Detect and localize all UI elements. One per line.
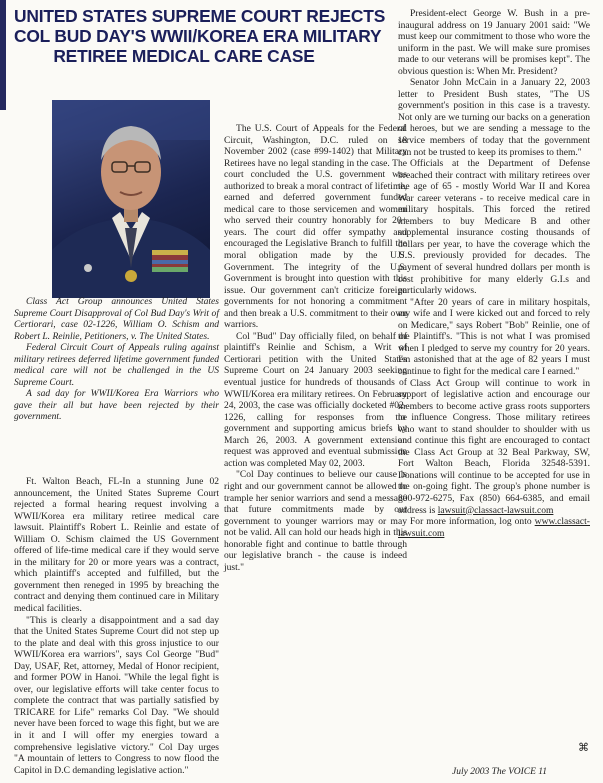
caption-paragraph: Federal Circuit Court of Appeals ruling against military retirees deferred lifetime government funded medical care will not be challenged in the US Supreme Court. [14,342,219,388]
article-column-2 [224,123,407,573]
article-paragraph: Ft. Walton Beach, FL-In a stunning June 02 announcement, the United States Supreme Court rejected a formal hearing request involving a WWII/Korea era military retiree medical care lawsuit. Plaintiff's Robert L. Reinlie and estate of William O. Schism claimed the US Government offered of life-time medical care if they would serve in the military for 20 or more years was a contract, which plaintiff's accepted and fulfilled, but the government then reneged in 1995 by breaching the contract and denying them continued care in Military medical facilities. [14,476,219,615]
headline-line-2: COL BUD DAY'S WWII/KOREA ERA MILITARY [14,26,382,46]
article-paragraph: President-elect George W. Bush in a pre-inaugural address on 19 January 2001 said: "We must keep our commitment to those who wore the uniform in the past. We will make sure promises made to our veterans will be promises kept". The obvious question is: When Mr. President? [398,8,590,77]
article-paragraph: "After 20 years of care in military hospitals, my wife and I were kicked out and forced to rely on Medicare," says Robert "Bob" Reinlie, one of the Plaintiff's. "This is not what I was promised when I pledged to serve my country for 20 years. I'm astonished that at the age of 82 years I must continue to fight for the medical care I earned." [398,296,590,377]
end-of-article-mark: ⌘ [578,741,589,754]
article-paragraph: "This is clearly a disappointment and a sad day that the United States Supreme Court did not step up to the plate and deal with this gross injustice to our WWII/Korea era warriors", says Col George "Bud" Day, USAF, Ret, attorney, Medal of Honor recipient, and former POW in Hanoi. "While the legal fight is over, our legislative efforts will take center focus to complete the contract that was partially satisfied by TRICARE for Life" remarks Col Day. "We should never have been forced to wage this fight, but we are in it and I will offer my energies toward a comprehensive legislative victory." Col Day urges "A mountain of letters to Congress to now flood the Capitol in D.C demanding legislative action." [14,614,219,776]
caption-paragraph: A sad day for WWII/Korea Era Warriors who gave their all but have been rejected by their government. [14,388,219,423]
article-column-3 [398,8,590,539]
contact-text: Class Act Group will continue to work in support of legislative action and encourage our members to become active grass roots supporters to influence Congress. Those military retirees who want to stand shoulder to shoulder with us and continue this fight are encouraged to contact the Class Act Group at 32 Beal Parkway, SW, Fort Walton Beach, Florida 32548-5391. Donations will continue to be accepted for use in the on-going fight. The group's phone number is 800-972-6275, Fax (850) 664-6385, and email address is [398,377,590,516]
website-text: For more information, log onto [410,516,532,528]
margin-color-bar [0,0,6,110]
website-link[interactable]: www.classact-lawsuit.com [398,516,590,539]
article-paragraph: Col "Bud" Day officially filed, on behalf of plaintiff's Reinlie and Schism, a Writ of Certiorari petition with the United States Supreme Court on 24 January 2003 seeking eventual justice for hundreds of thousands of WWII/Korea era military retirees. On February 24, 2003, the case was officially docketed #02-1226, calling for responses from the government and supporting amicus briefs by March 26, 2003. A government extension request was approved and eventual submission action was completed May 02, 2003. [224,330,407,469]
article-column-1 [14,476,219,776]
headline-line-3: RETIREE MEDICAL CARE CASE [53,46,315,66]
website-paragraph [398,516,590,539]
page-footer: July 2003 The VOICE 11 [452,767,548,777]
article-paragraph: Senator John McCain in a January 22, 2003 letter to President Bush states, "The US government's position in this case is a travesty. Not only are we turning our backs on a generation of heroes, but we are sending a message to the service members of today that the government can not be trusted to keep its promises to them." [398,77,590,158]
caption-paragraph: Class Act Group announces United States Supreme Court Disapproval of Col Bud Day's Writ of Certiorari, case 02-1226, William O. Schism and Robert L. Reinlie, Petitioners, v. The United States. [14,296,219,342]
article-paragraph: Officials at the Department of Defense breached their contract with military retirees over the age of 65 - mostly World War II and Korea War career veterans - to receive medical care in military hospitals. This forced the retired members to buy Medicare B and other supplemental insurance costing thousands of dollars per year, to have the coverage which the U.S. previously provided for decades. The payment of several hundred dollars per month is cost prohibitive for many elderly G.I.s and particularly widows. [398,158,590,297]
email-link[interactable]: lawsuit@classact-lawsuit.com [437,504,554,516]
contact-paragraph [398,378,590,517]
article-paragraph: "Col Day continues to believe our cause is right and our government cannot be allowed to trample her senior warriors and send a message that future commitments made by our government to younger warriors may or may not be valid. All can hold our heads high in this honorable fight and continue to battle through our legislative branch - the cause is indeed just." [224,469,407,573]
headline-line-1: UNITED STATES SUPREME COURT REJECTS [14,6,386,26]
headline [14,6,386,66]
article-paragraph: The U.S. Court of Appeals for the Federal Circuit, Washington, D.C. ruled on 18 November 2002 (case #99-1402) that Military Retirees have no legal standing in the case. The court concluded the U.S. government was authorized to break a moral contract of lifetime, earned and deferred government funded medical care to those servicemen and women who served their country honorably for 20+ years. The court did offer sympathy and encouraged the Legislative Branch to fulfill the moral obligation made by the U.S. Government. The integrity of the U.S. Government is brought into question with this issue. Our government can't criticize foreign governments for not honoring a commitment and then break a U.S. commitment to their own warriors. [224,123,407,331]
portrait-photo [52,100,210,298]
photo-caption [14,296,219,423]
